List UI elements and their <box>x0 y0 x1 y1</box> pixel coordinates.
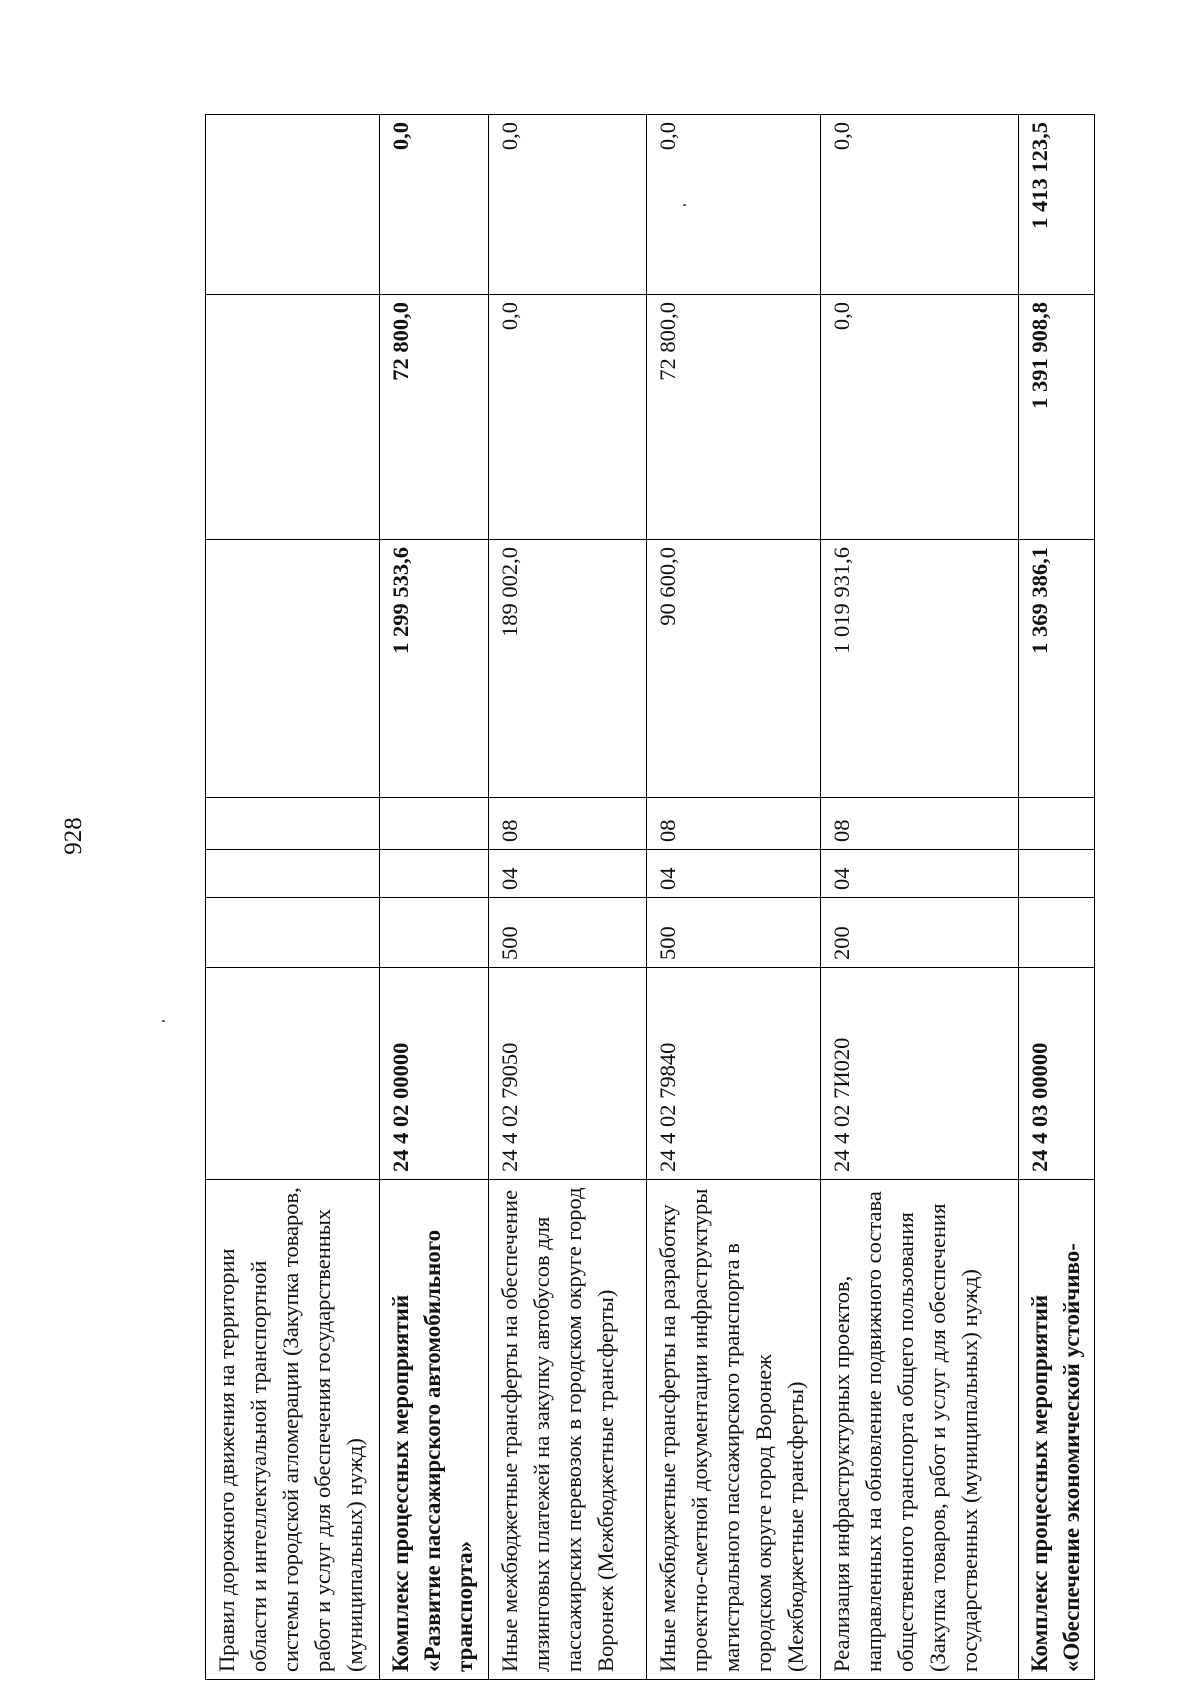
amount-year-1: 189 002,0 <box>488 540 647 798</box>
table-row <box>488 115 647 1680</box>
subsection-code: 08 <box>647 798 821 850</box>
amount-year-3 <box>206 115 380 295</box>
table-row <box>379 115 488 1680</box>
amount-year-3: 1 413 123,5 <box>1018 115 1094 295</box>
target-article-code: 24 4 02 79050 <box>488 968 647 1180</box>
amount-year-3: 0,0 <box>379 115 488 295</box>
amount-year-1 <box>206 540 380 798</box>
amount-year-2 <box>206 295 380 540</box>
target-article-code: 24 4 03 00000 <box>1018 968 1094 1180</box>
expense-type-code: 500 <box>488 898 647 968</box>
scan-speck <box>162 1020 165 1022</box>
target-article-code: 24 4 02 00000 <box>379 968 488 1180</box>
table-row <box>821 115 1018 1680</box>
subsection-code <box>379 798 488 850</box>
row-name: Комплекс процессных мероприятий «Обеспечение экономической устойчиво- <box>1018 1180 1094 1680</box>
expense-type-code: 200 <box>821 898 1018 968</box>
amount-year-2: 0,0 <box>821 295 1018 540</box>
amount-year-3: 0,0 <box>821 115 1018 295</box>
amount-year-3: 0,0 <box>488 115 647 295</box>
row-name: Комплекс процессных мероприятий «Развитие пассажирского автомобильного транспорта» <box>379 1180 488 1680</box>
row-name: Иные межбюджетные трансферты на разработку проектно-сметной документации инфраструктуры магистрального пассажирского транспорта в городском округе город Воронеж (Межбюджетные трансферты) <box>647 1180 821 1680</box>
amount-year-1: 1 369 386,1 <box>1018 540 1094 798</box>
subsection-code: 08 <box>488 798 647 850</box>
section-code <box>1018 850 1094 898</box>
subsection-code: 08 <box>821 798 1018 850</box>
row-name: Правил дорожного движения на территории области и интеллектуальной транспортной системы городской агломерации (Закупка товаров, работ и услуг для обеспечения государственных (муниципальных) нужд) <box>206 1180 380 1680</box>
amount-year-2: 72 800,0 <box>647 295 821 540</box>
table-row <box>206 115 380 1680</box>
section-code <box>206 850 380 898</box>
expense-type-code <box>1018 898 1094 968</box>
row-name: Реализация инфраструктурных проектов, направленных на обновление подвижного состава общественного транспорта общего пользования (Закупка товаров, работ и услуг для обеспечения государственных (муниципальных) нужд) <box>821 1180 1018 1680</box>
amount-year-2: 72 800,0 <box>379 295 488 540</box>
table-row <box>1018 115 1094 1680</box>
amount-year-1: 1 019 931,6 <box>821 540 1018 798</box>
section-code: 04 <box>821 850 1018 898</box>
amount-year-1: 90 600,0 <box>647 540 821 798</box>
amount-year-2: 0,0 <box>488 295 647 540</box>
page-number: 928 <box>60 817 87 855</box>
budget-table <box>205 114 1095 1680</box>
amount-year-1: 1 299 533,6 <box>379 540 488 798</box>
table-row <box>647 115 821 1680</box>
subsection-code <box>1018 798 1094 850</box>
target-article-code <box>206 968 380 1180</box>
section-code: 04 <box>647 850 821 898</box>
amount-year-2: 1 391 908,8 <box>1018 295 1094 540</box>
target-article-code: 24 4 02 79840 <box>647 968 821 1180</box>
rotated-table-wrapper <box>205 115 1095 1680</box>
subsection-code <box>206 798 380 850</box>
amount-year-3: 0,0 <box>647 115 821 295</box>
expense-type-code <box>206 898 380 968</box>
expense-type-code: 500 <box>647 898 821 968</box>
section-code: 04 <box>488 850 647 898</box>
target-article-code: 24 4 02 7И020 <box>821 968 1018 1180</box>
section-code <box>379 850 488 898</box>
row-name: Иные межбюджетные трансферты на обеспечение лизинговых платежей на закупку автобусов для пассажирских перевозок в городском округе город Воронеж (Межбюджетные трансферты) <box>488 1180 647 1680</box>
expense-type-code <box>379 898 488 968</box>
